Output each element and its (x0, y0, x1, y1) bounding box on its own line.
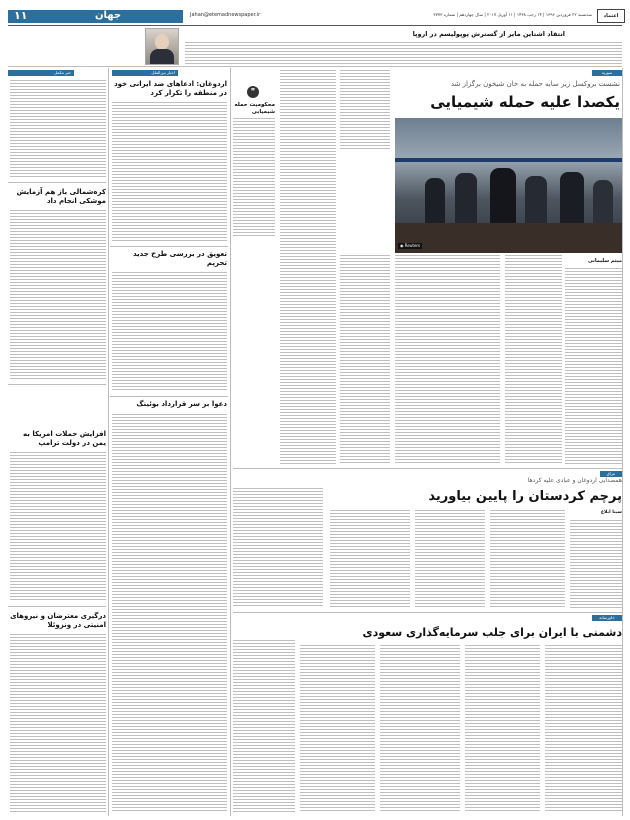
lead-col-e (505, 255, 562, 465)
section-title: جهان (95, 10, 122, 21)
brief-body-4 (10, 452, 106, 602)
date-line: سه‌شنبه ۲۲ فروردین ۱۳۹۶ | ۱۴ رجب ۱۴۳۸ | ۱۱ آوریل ۲۰۱۷ | سال چهاردهم | شماره ۳۷۷۳ (433, 12, 592, 17)
brief-tag: خبر مکمل (8, 70, 74, 76)
saudi-col-2 (300, 645, 375, 812)
kurds-col-4 (490, 510, 565, 608)
turkey-body (112, 102, 227, 242)
kurds-tag: عراق (600, 471, 622, 477)
kurds-author: سینا ابلاغ (600, 510, 622, 515)
brief-body-3 (112, 414, 227, 812)
newspaper-logo: اعتماد (597, 9, 625, 23)
brief-headline-2: تعویق در بررسی طرح جدید تحریم (132, 250, 227, 267)
brief-body-1 (10, 210, 106, 380)
saudi-tag: خاورمیانه (592, 615, 622, 621)
opinion-body (185, 42, 622, 64)
photo-credit: ◉ Reuters (400, 243, 421, 248)
page-number: ۱۱ (14, 9, 28, 22)
quote-icon: ❞ (247, 86, 259, 98)
lead-tag: سوریه (592, 70, 622, 76)
masthead-email[interactable]: Jahan@etemadnewspaper.ir (190, 12, 261, 18)
brief-body-5 (10, 634, 106, 812)
brief-body-2 (112, 272, 227, 392)
saudi-col-5 (545, 645, 622, 812)
lead-kicker: نشست بروکسل زیر سایه حمله به خان شیخون برگزار شد (450, 80, 620, 88)
lead-author: میثم سلیمانی (565, 258, 622, 264)
sidebar-box-body (233, 118, 275, 236)
brief-headline-5: درگیری معترضان و نیروهای امنیتی در ونزوئلا (10, 612, 106, 629)
lead-photo (395, 118, 623, 253)
lead-col-b (340, 70, 390, 150)
brief-headline-4: افزایش حملات امریکا به یمن در دولت ترامپ (23, 430, 106, 447)
sidebar-box (233, 86, 275, 236)
turkey-headline: اردوغان: ادعاهای ضد ایرانی خود در منطقه را تکرار کرد (114, 80, 227, 97)
sidebar-box-title: محکومیت حمله شیمیایی (234, 102, 275, 115)
turkey-tag: اخبار بین‌الملل (112, 70, 178, 76)
opinion-title: انتقاد اشتاین مایر از گسترش پوپولیسم در اروپا (412, 30, 565, 38)
kurds-col-2 (330, 510, 410, 608)
opinion-portrait (145, 28, 179, 65)
lead-col-d (395, 255, 500, 465)
lead-headline: یکصدا علیه حمله شیمیایی (430, 93, 620, 111)
lead-col-c (340, 255, 390, 465)
page-header (0, 0, 630, 24)
camera-icon: ◉ (400, 243, 404, 248)
saudi-col-1 (233, 640, 295, 812)
kurds-headline: پرچم کردستان را پایین بیاورید (428, 489, 622, 504)
kurds-col-3 (415, 510, 485, 608)
brief-headline-3: دعوا بر سر قرارداد بوئینگ (136, 400, 227, 408)
kurds-col-5 (570, 520, 622, 608)
brief-headline-1: کره‌شمالی باز هم آزمایش موشکی انجام داد (16, 188, 106, 205)
saudi-col-3 (380, 645, 460, 812)
brief-list (10, 80, 106, 178)
kurds-kicker: همصدایی اردوغان و عبادی علیه کردها (527, 477, 622, 484)
kurds-col-1 (233, 488, 323, 608)
lead-col-a (280, 70, 336, 465)
saudi-col-4 (465, 645, 540, 812)
saudi-headline: دشمنی با ایران برای جلب سرمایه‌گذاری سعودی (362, 626, 622, 639)
